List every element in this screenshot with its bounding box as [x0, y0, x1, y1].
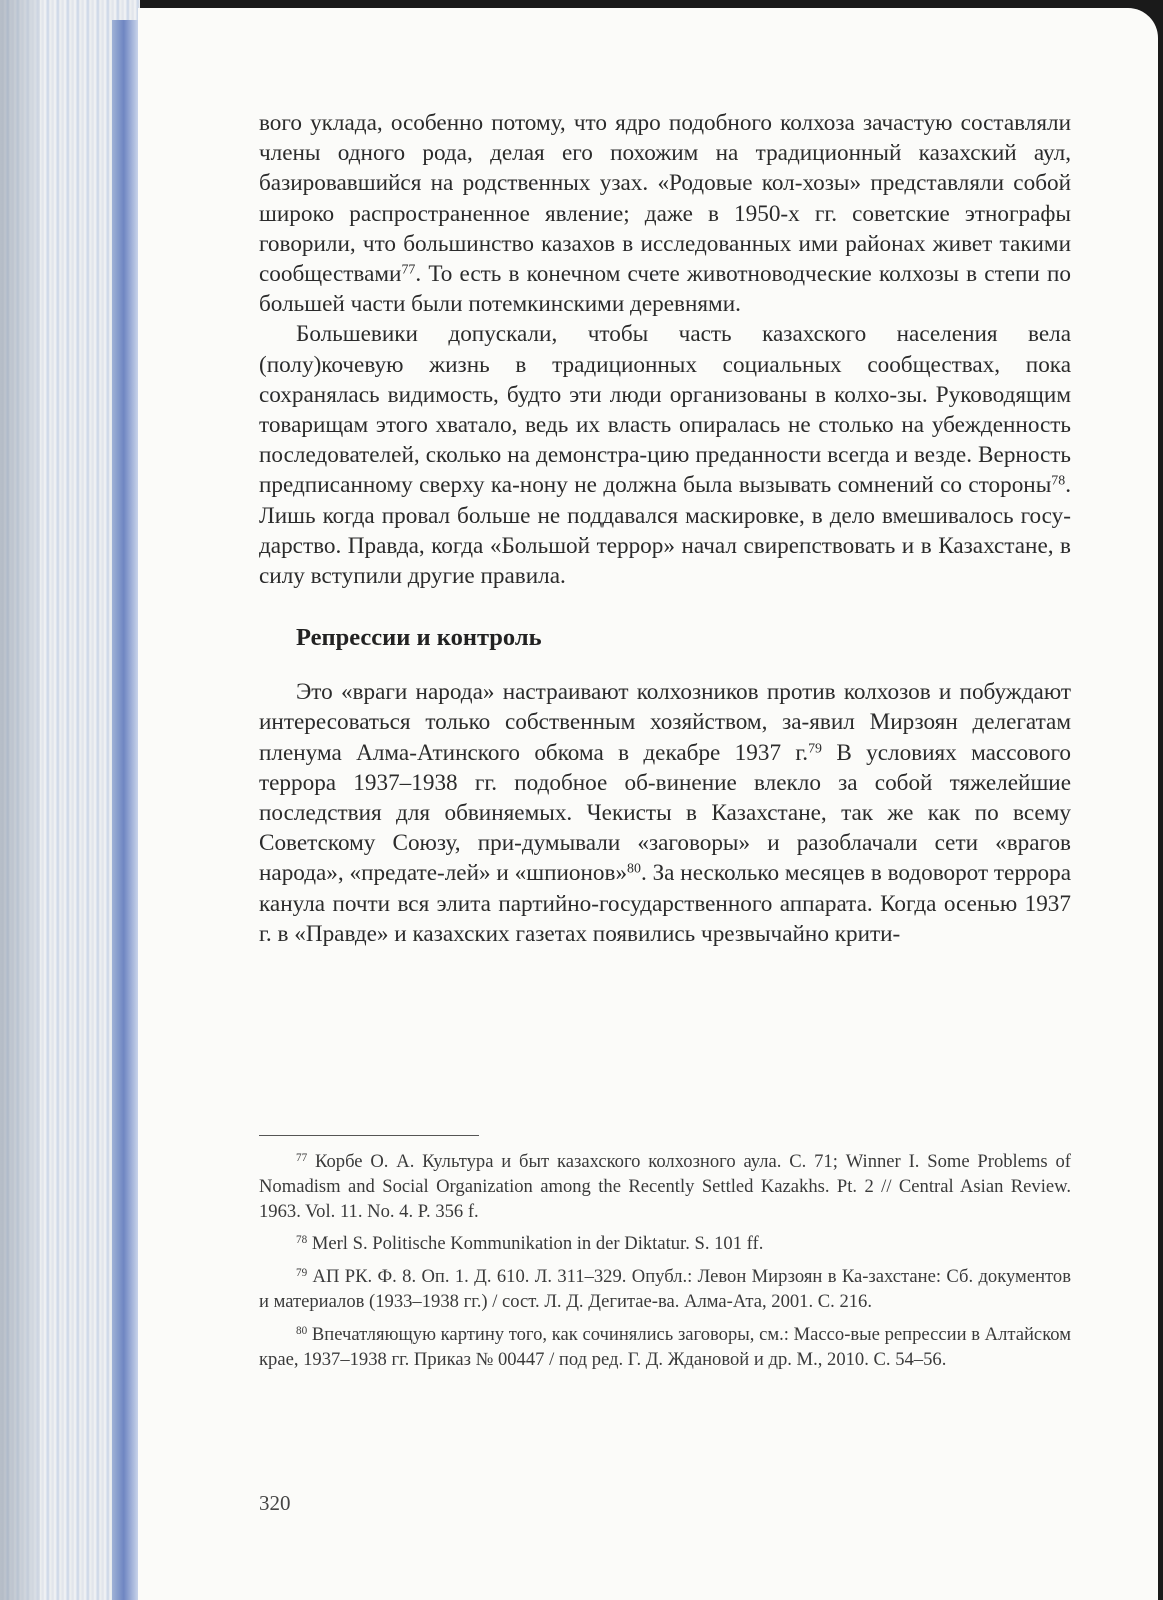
- paragraph-1-text: вого уклада, особенно потому, что ядро подобного колхоза зачастую составляли члены одного рода, делая его похожим на традиционный казахский аул, базировавшийся на родственных узах. «Родовые кол-хозы» представляли собой широко распространенное явление; даже в 1950-х гг. советские этнографы говорили, что большинство казахов в исследованных ими районах живет такими сообществами: [259, 110, 1071, 288]
- footnote-text: Merl S. Politische Kommunikation in der Diktatur. S. 101 ff.: [311, 1233, 764, 1255]
- paragraph-2: [259, 319, 1071, 591]
- footnote-divider: [259, 1135, 479, 1136]
- footnote-text: АП РК. Ф. 8. Оп. 1. Д. 610. Л. 311–329. Опубл.: Левон Мирзоян в Ка-захстане: Сб. документов и материалов (1933–1938 гг.) / сост. Л. Д. Дегитае-ва. Алма-Ата, 2001. С. 216.: [259, 1266, 1071, 1312]
- footnote-item: [259, 1323, 1071, 1373]
- footnote-number: 80: [296, 1324, 308, 1337]
- footnote-number: 79: [296, 1267, 308, 1280]
- footnote-ref-79: 79: [808, 741, 822, 757]
- paragraph-2-tail: . Лишь когда провал больше не поддавался маскировке, в дело вмешивалось госу-дарство. Правда, когда «Большой террор» начал свирепствовать и в Казахстане, в силу вступили другие правила.: [259, 472, 1071, 590]
- footnote-ref-78: 78: [1051, 473, 1066, 489]
- footnotes: [259, 1135, 1071, 1380]
- book-spine-edge: [112, 20, 138, 1600]
- footnote-item: [259, 1265, 1071, 1315]
- page-number: 320: [259, 1491, 291, 1515]
- book-page: [138, 8, 1158, 1600]
- footnote-text: Впечатляющую картину того, как сочинялись заговоры, см.: Массо-вые репрессии в Алтайском крае, 1937–1938 гг. Приказ № 00447 / под ред. Г. Д. Ждановой и др. М., 2010. С. 54–56.: [259, 1323, 1071, 1370]
- footnote-item: [259, 1232, 1071, 1257]
- paragraph-3: [259, 677, 1071, 949]
- paragraph-3-text-c: . За несколько месяцев в водоворот террора канула почти вся элита партийно-государственного аппарата. Когда осенью 1937 г. в «Правде» и казахских газетах появились чрезвычайно крити-: [259, 860, 1071, 947]
- main-text: [259, 108, 1071, 949]
- footnote-ref-77: 77: [401, 262, 416, 278]
- paragraph-3-text-a: Это «враги народа» настраивают колхозников против колхозов и побуждают интересоваться только собственным хозяйством, за-явил Мирзоян делегатам пленума Алма-Атинского обкома в декабре 1937 г.: [259, 679, 1071, 766]
- paragraph-2-text: Большевики допускали, чтобы часть казахского населения вела (полу)кочевую жизнь в традиционных социальных сообществах, пока сохранялась видимость, будто эти люди организованы в колхо-зы. Руководящим товарищам этого хватало, ведь их власть опиралась не столько на убежденность последователей, сколько на демонстра-цию преданности всегда и везде. Верность предписанному сверху ка-нону не должна была вызывать сомнений со стороны: [259, 321, 1071, 499]
- footnote-number: 78: [296, 1234, 308, 1247]
- section-heading: Репрессии и контроль: [296, 624, 542, 652]
- footnote-item: [259, 1150, 1071, 1224]
- paragraph-1: [259, 108, 1071, 319]
- paragraph-1-tail: . То есть в конечном счете животноводческие колхозы в степи по большей части были потемкинскими деревнями.: [259, 261, 1071, 318]
- footnote-text: Корбе О. А. Культура и быт казахского колхозного аула. С. 71; Winner I. Some Problems of Nomadism and Social Organization among the Recently Settled Kazakhs. Pt. 2 // Central Asian Review. 1963. Vol. 11. No. 4. P. 356 f.: [259, 1151, 1071, 1222]
- paragraph-3-text-b: В условиях массового террора 1937–1938 гг. подобное об-винение влекло за собой тяжелейшие последствия для обвиняемых. Чекисты в Казахстане, так же как по всему Советскому Союзу, при-думывали «заговоры» и разоблачали сети «врагов народа», «предате-лей» и «шпионов»: [259, 739, 1072, 887]
- footnote-ref-80: 80: [627, 861, 641, 877]
- footnote-number: 77: [296, 1151, 308, 1164]
